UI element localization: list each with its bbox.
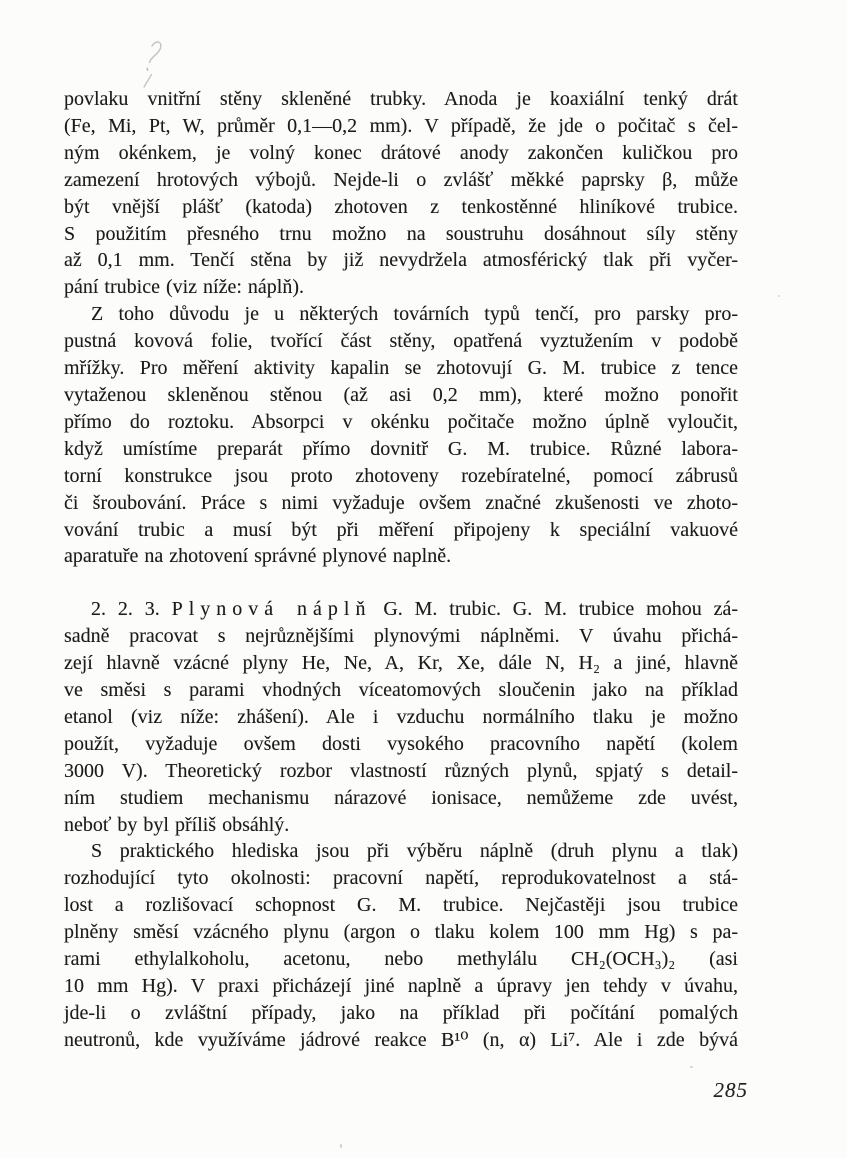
text-line: když umístíme preparát přímo dovnitř G. M. trubice. Různé labora- (64, 437, 738, 460)
scan-speck (340, 1144, 342, 1148)
text-line: S použitím přesného trnu možno na soustruhu dosáhnout síly stěny (64, 222, 738, 245)
text-line: rami ethylalkoholu, acetonu, nebo methylálu CH₂(OCH₃)₂ (asi (64, 948, 738, 971)
text-column (64, 86, 738, 1054)
paragraph-3-section (64, 596, 738, 838)
text-line: lost a rozlišovací schopnost G. M. trubice. Nejčastěji jsou trubice (64, 894, 738, 917)
text-line: být vnější plášť (katoda) zhotoven z tenkostěnné hliníkové trubice. (64, 195, 738, 218)
text-line: či šroubování. Práce s nimi vyžaduje ovšem značné zkušenosti ve zhoto- (64, 491, 738, 514)
text-line: ným okénkem, je volný konec drátové anody zakončen kuličkou pro (64, 141, 738, 164)
text-line: 3000 V). Theoretický rozbor vlastností různých plynů, spjatý s detail- (64, 759, 738, 782)
text-line: 10 mm Hg). V praxi přicházejí jiné naplně a úpravy jen tehdy v úvahu, (64, 975, 738, 997)
text-line: vytaženou skleněnou stěnou (až asi 0,2 mm), které možno ponořit (64, 383, 738, 406)
text-line: (Fe, Mi, Pt, W, průměr 0,1—0,2 mm). V případě, že jde o počitač s čel- (64, 114, 738, 137)
text-line: vování trubic a musí být při měření připojeny k speciální vakuové (64, 518, 738, 541)
text-line: etanol (viz níže: zhášení). Ale i vzduchu normálního tlaku je možno (64, 705, 738, 728)
text-line: Z toho důvodu je u některých továrních typů tenčí, pro parsky pro- (91, 303, 738, 326)
text-line: ním studiem mechanismu nárazové ionisace, nemůžeme zde uvést, (64, 786, 738, 809)
text-line: zamezení hrotových výbojů. Nejde-li o zvlášť měkké paprsky β, může (64, 168, 738, 191)
text-line: pání trubice (viz níže: náplň). (64, 276, 305, 299)
text-line: povlaku vnitřní stěny skleněné trubky. Anoda je koaxiální tenký drát (64, 88, 738, 110)
scan-speck (778, 295, 780, 297)
text-line: až 0,1 mm. Tenčí stěna by již nevydržela atmosférický tlak při vyčer- (64, 249, 738, 272)
text-line: přímo do roztoku. Absorpci v okénku počitače možno úplně vyloučit, (64, 410, 738, 433)
paragraph-1 (64, 86, 738, 301)
paragraph-4 (64, 838, 738, 1053)
text-line: rozhodující tyto okolnosti: pracovní napětí, reprodukovatelnost a stá- (64, 867, 738, 890)
text-line: S praktického hlediska jsou při výběru náplně (druh plynu a tlak) (91, 840, 738, 863)
text-line: pustná kovová folie, tvořící část stěny, opatřená vyztužením v podobě (64, 330, 738, 353)
text-line: mřížky. Pro měření aktivity kapalin se zhotovují G. M. trubice z tence (64, 357, 738, 380)
text-line: neboť by byl příliš obsáhlý. (64, 813, 290, 836)
text-line: torní konstrukce jsou proto zhotoveny rozebíratelné, pomocí zábrusů (64, 464, 738, 487)
text-line: jde-li o zvláštní případy, jako na příklad při počítání pomalých (64, 1001, 738, 1024)
text-line: ve směsi s parami vhodných víceatomových sloučenin jako na příklad (64, 679, 738, 702)
text-line: aparatuře na zhotovení správné plynové naplně. (64, 545, 452, 568)
paragraph-2 (64, 301, 738, 570)
text-line: sadně pracovat s nejrůznějšími plynovými náplněmi. V úvahu přichá- (64, 625, 738, 648)
text-line: plněny směsí vzácného plynu (argon o tlaku kolem 100 mm Hg) s pa- (64, 921, 738, 944)
scan-speck (690, 1066, 693, 1068)
section-title: Plynová náplň (171, 598, 372, 621)
section-number: 2. 2. 3. (91, 598, 172, 621)
section-heading-line (64, 596, 738, 623)
text-line: zejí hlavně vzácné plyny He, Ne, A, Kr, Xe, dále N, H₂ a jiné, hlavně (64, 652, 738, 675)
section-heading-rest: G. M. trubic. G. M. trubice mohou zá- (371, 598, 738, 621)
text-line: použít, vyžaduje ovšem dosti vysokého pracovního napětí (kolem (64, 732, 738, 755)
text-line: neutronů, kde využíváme jádrové reakce B¹⁰ (n, α) Li⁷. Ale i zde bývá (64, 1028, 738, 1051)
page-number: 285 (713, 1078, 748, 1102)
